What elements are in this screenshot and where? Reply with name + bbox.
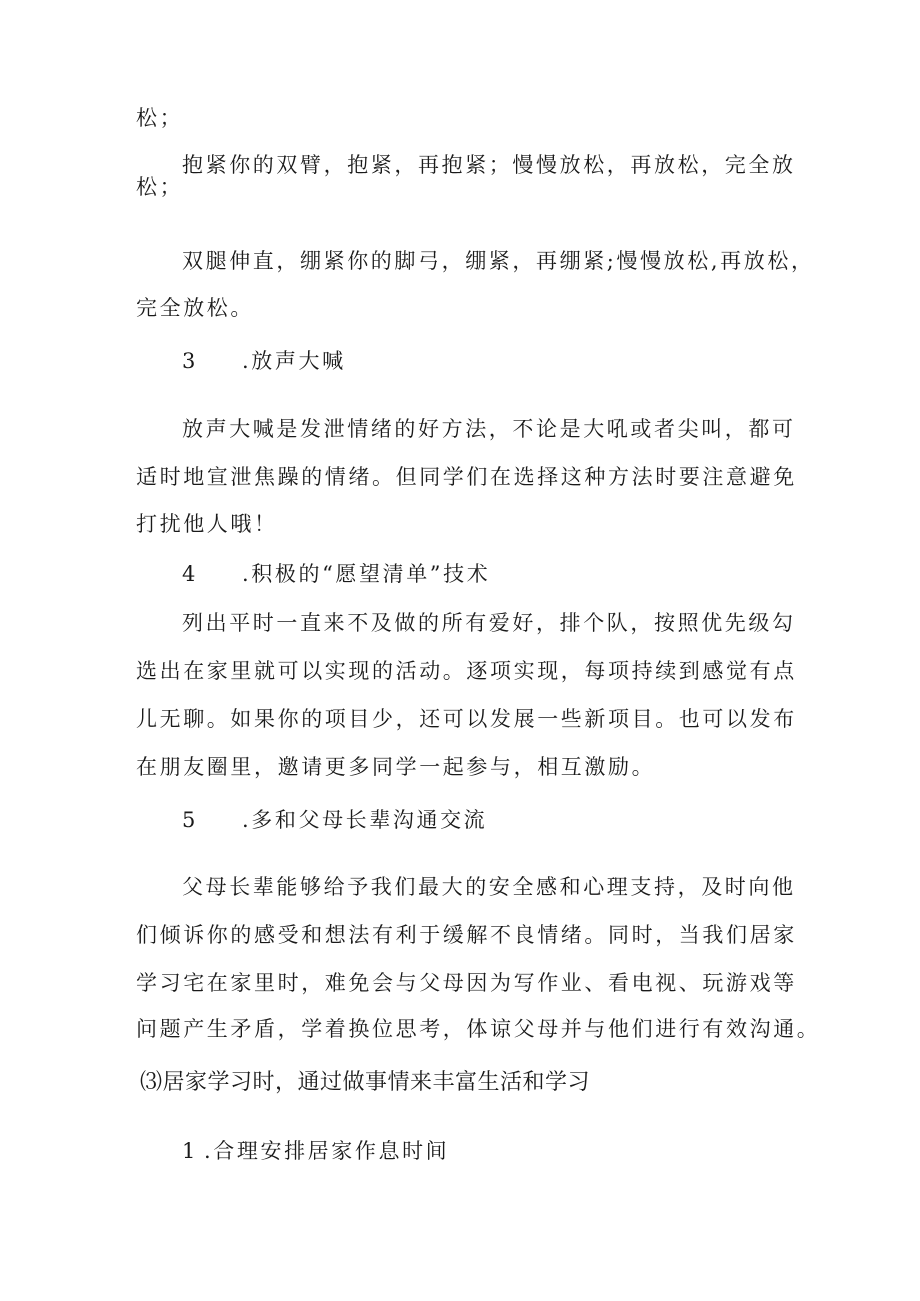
paragraph-line: 列出平时一直来不及做的所有爱好，排个队，按照优先级勾 <box>182 611 796 635</box>
subheading-text: .积极的“愿望清单”技术 <box>242 562 491 586</box>
paragraph-line: 们倾诉你的感受和想法有利于缓解不良情绪。同时，当我们居家 <box>136 923 797 947</box>
subheading-3 <box>182 346 842 376</box>
subheading-number: 5 <box>182 808 198 832</box>
paragraph-line: 问题产生矛盾，学着换位思考，体谅父母并与他们进行有效沟通。 <box>136 1017 821 1041</box>
subheading-number: 4 <box>182 562 198 586</box>
subheading-text: .合理安排居家作息时间 <box>204 1139 450 1163</box>
paragraph-line: 松； <box>136 175 184 199</box>
subheading-text: .放声大喊 <box>242 349 346 373</box>
paragraph-line: 松； <box>136 106 184 130</box>
paragraph-line: 放声大喊是发泄情绪的好方法，不论是大吼或者尖叫，都可 <box>182 417 796 441</box>
paragraph-line: 抱紧你的双臂，抱紧，再抱紧；慢慢放松，再放松，完全放 <box>182 153 796 177</box>
paragraph-line: 打扰他人哦！ <box>136 512 278 536</box>
subheading-4 <box>182 559 842 589</box>
subheading-text: .多和父母长辈沟通交流 <box>242 808 488 832</box>
paragraph-line: 选出在家里就可以实现的活动。逐项实现，每项持续到感觉有点 <box>136 659 797 683</box>
subheading-5 <box>182 805 842 835</box>
paragraph-line: 学习宅在家里时，难免会与父母因为写作业、看电视、玩游戏等 <box>136 971 797 995</box>
paragraph-line: 双腿伸直，绷紧你的脚弓，绷紧，再绷紧;慢慢放松,再放松， <box>182 249 815 273</box>
paragraph-line: 适时地宣泄焦躁的情绪。但同学们在选择这种方法时要注意避免 <box>136 465 797 489</box>
subheading-1 <box>182 1136 842 1166</box>
subheading-number: 1 <box>182 1139 198 1163</box>
paragraph-line: 父母长辈能够给予我们最大的安全感和心理支持，及时向他 <box>182 875 796 899</box>
subheading-number: 3 <box>182 349 198 373</box>
paragraph-line: 完全放松。 <box>136 296 254 320</box>
section-heading: ⑶居家学习时，通过做事情来丰富生活和学习 <box>140 1070 591 1095</box>
paragraph-line: 在朋友圈里，邀请更多同学一起参与，相互激励。 <box>136 755 656 779</box>
paragraph-line: 儿无聊。如果你的项目少，还可以发展一些新项目。也可以发布 <box>136 707 797 731</box>
